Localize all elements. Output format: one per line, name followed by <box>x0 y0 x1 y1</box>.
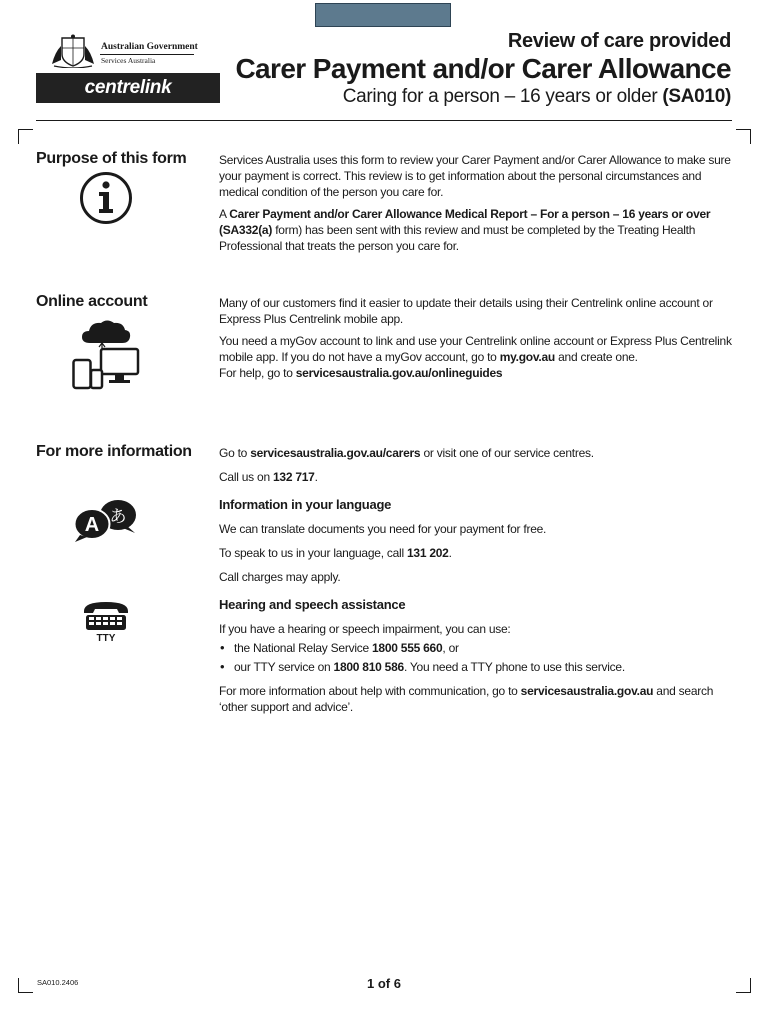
language-p2-text: To speak to us in your language, call <box>219 546 404 560</box>
government-name: Australian Government <box>101 42 198 52</box>
list-item <box>219 659 735 675</box>
language-paragraph-2: To speak to us in your language, call 131 202. <box>219 546 452 560</box>
form-subtitle <box>343 86 731 108</box>
centrelink-logo <box>36 73 220 103</box>
purpose-p2-rest: form) has been sent with this review and must be completed by the Treating Health Professional that treats the person you care for. <box>219 223 696 253</box>
brand-name: centrelink <box>84 77 172 98</box>
go-to-text: Go to <box>219 446 248 460</box>
outro-after: and search ‘other support and advice’. <box>219 684 714 714</box>
subtitle-text: Caring for a person – 16 years or older <box>342 86 658 107</box>
tty-number: 1800 810 586 <box>333 660 404 674</box>
go-to-rest: or visit one of our service centres. <box>423 446 594 460</box>
coat-of-arms-icon <box>50 34 96 68</box>
mygov-link[interactable]: my.gov.au <box>499 350 556 364</box>
purpose-paragraph-2 <box>219 206 735 254</box>
tty-after: . You need a TTY phone to use this service. <box>403 660 625 674</box>
form-code: (SA010) <box>662 86 731 107</box>
tty-icon-label: TTY <box>96 633 116 643</box>
language-paragraph-1: We can translate documents you need for your payment for free. <box>219 522 547 536</box>
page-number: 1 of 6 <box>367 976 401 991</box>
header-divider <box>36 120 732 121</box>
list-item <box>219 640 735 656</box>
medical-report-code: (SA332(a) <box>219 223 273 237</box>
language-heading: Information in your language <box>219 497 392 512</box>
tty-phone-icon <box>81 599 131 643</box>
services-australia-link[interactable]: servicesaustralia.gov.au <box>520 684 654 698</box>
medical-report-title: Carer Payment and/or Carer Allowance Medical Report – For a person – 16 years or over <box>229 207 711 221</box>
agency-name: Services Australia <box>101 56 156 65</box>
purpose-p2-prefix: A <box>219 207 227 221</box>
info-icon <box>79 171 133 225</box>
relay-text: the National Relay Service <box>234 641 369 655</box>
svg-text:あ: あ <box>109 507 127 527</box>
online-account-heading: Online account <box>36 293 148 310</box>
tty-text: our TTY service on <box>234 660 331 674</box>
online-account-body <box>219 295 735 387</box>
hearing-heading: Hearing and speech assistance <box>219 597 406 612</box>
carers-link[interactable]: servicesaustralia.gov.au/carers <box>250 446 421 460</box>
top-blue-bar <box>315 3 451 27</box>
cloud-devices-icon <box>72 318 140 390</box>
language-paragraph-3: Call charges may apply. <box>219 570 341 584</box>
government-rule <box>100 54 194 55</box>
language-speech-icon <box>73 499 139 543</box>
online-paragraph-2 <box>219 333 735 365</box>
outro-text: For more information about help with communication, go to <box>219 684 518 698</box>
purpose-body <box>219 152 735 260</box>
crop-mark-top-right <box>736 129 751 144</box>
language-number: 131 202 <box>406 546 449 560</box>
more-info-body <box>219 445 735 721</box>
svg-text:A: A <box>84 514 100 536</box>
online-p2-text: You need a myGov account to link and use your Centrelink online account or Express Plus Centrelink mobile app. If you do not have a myGov account, go to <box>219 334 732 364</box>
online-paragraph-3 <box>219 365 735 381</box>
call-text: Call us on <box>219 470 270 484</box>
purpose-heading: Purpose of this form <box>36 150 187 167</box>
form-kicker: Review of care provided <box>507 30 731 52</box>
hearing-outro <box>219 683 735 715</box>
more-info-call: Call us on 132 717. <box>219 470 318 484</box>
relay-after: , or <box>442 641 459 655</box>
hearing-intro: If you have a hearing or speech impairment, you can use: <box>219 622 511 636</box>
form-version-code: SA010.2406 <box>37 978 79 987</box>
online-p3-text: For help, go to <box>219 366 293 380</box>
crop-mark-top-left <box>18 129 33 144</box>
form-title: Carer Payment and/or Carer Allowance <box>235 53 731 84</box>
online-p2-after: and create one. <box>558 350 638 364</box>
online-guides-link[interactable]: servicesaustralia.gov.au/onlineguides <box>295 366 503 380</box>
more-info-heading: For more information <box>36 443 192 460</box>
hearing-options-list <box>219 640 735 675</box>
online-paragraph-1: Many of our customers find it easier to update their details using their Centrelink online account or Express Plus Centrelink mobile app. <box>219 296 713 326</box>
purpose-paragraph-1: Services Australia uses this form to review your Carer Payment and/or Carer Allowance to make sure your payment is correct. This review is to get information about the personal circumstances and medical condition of the person you care for. <box>219 153 731 199</box>
more-info-go-to <box>219 445 735 461</box>
call-number: 132 717 <box>272 470 315 484</box>
relay-number: 1800 555 660 <box>372 641 443 655</box>
